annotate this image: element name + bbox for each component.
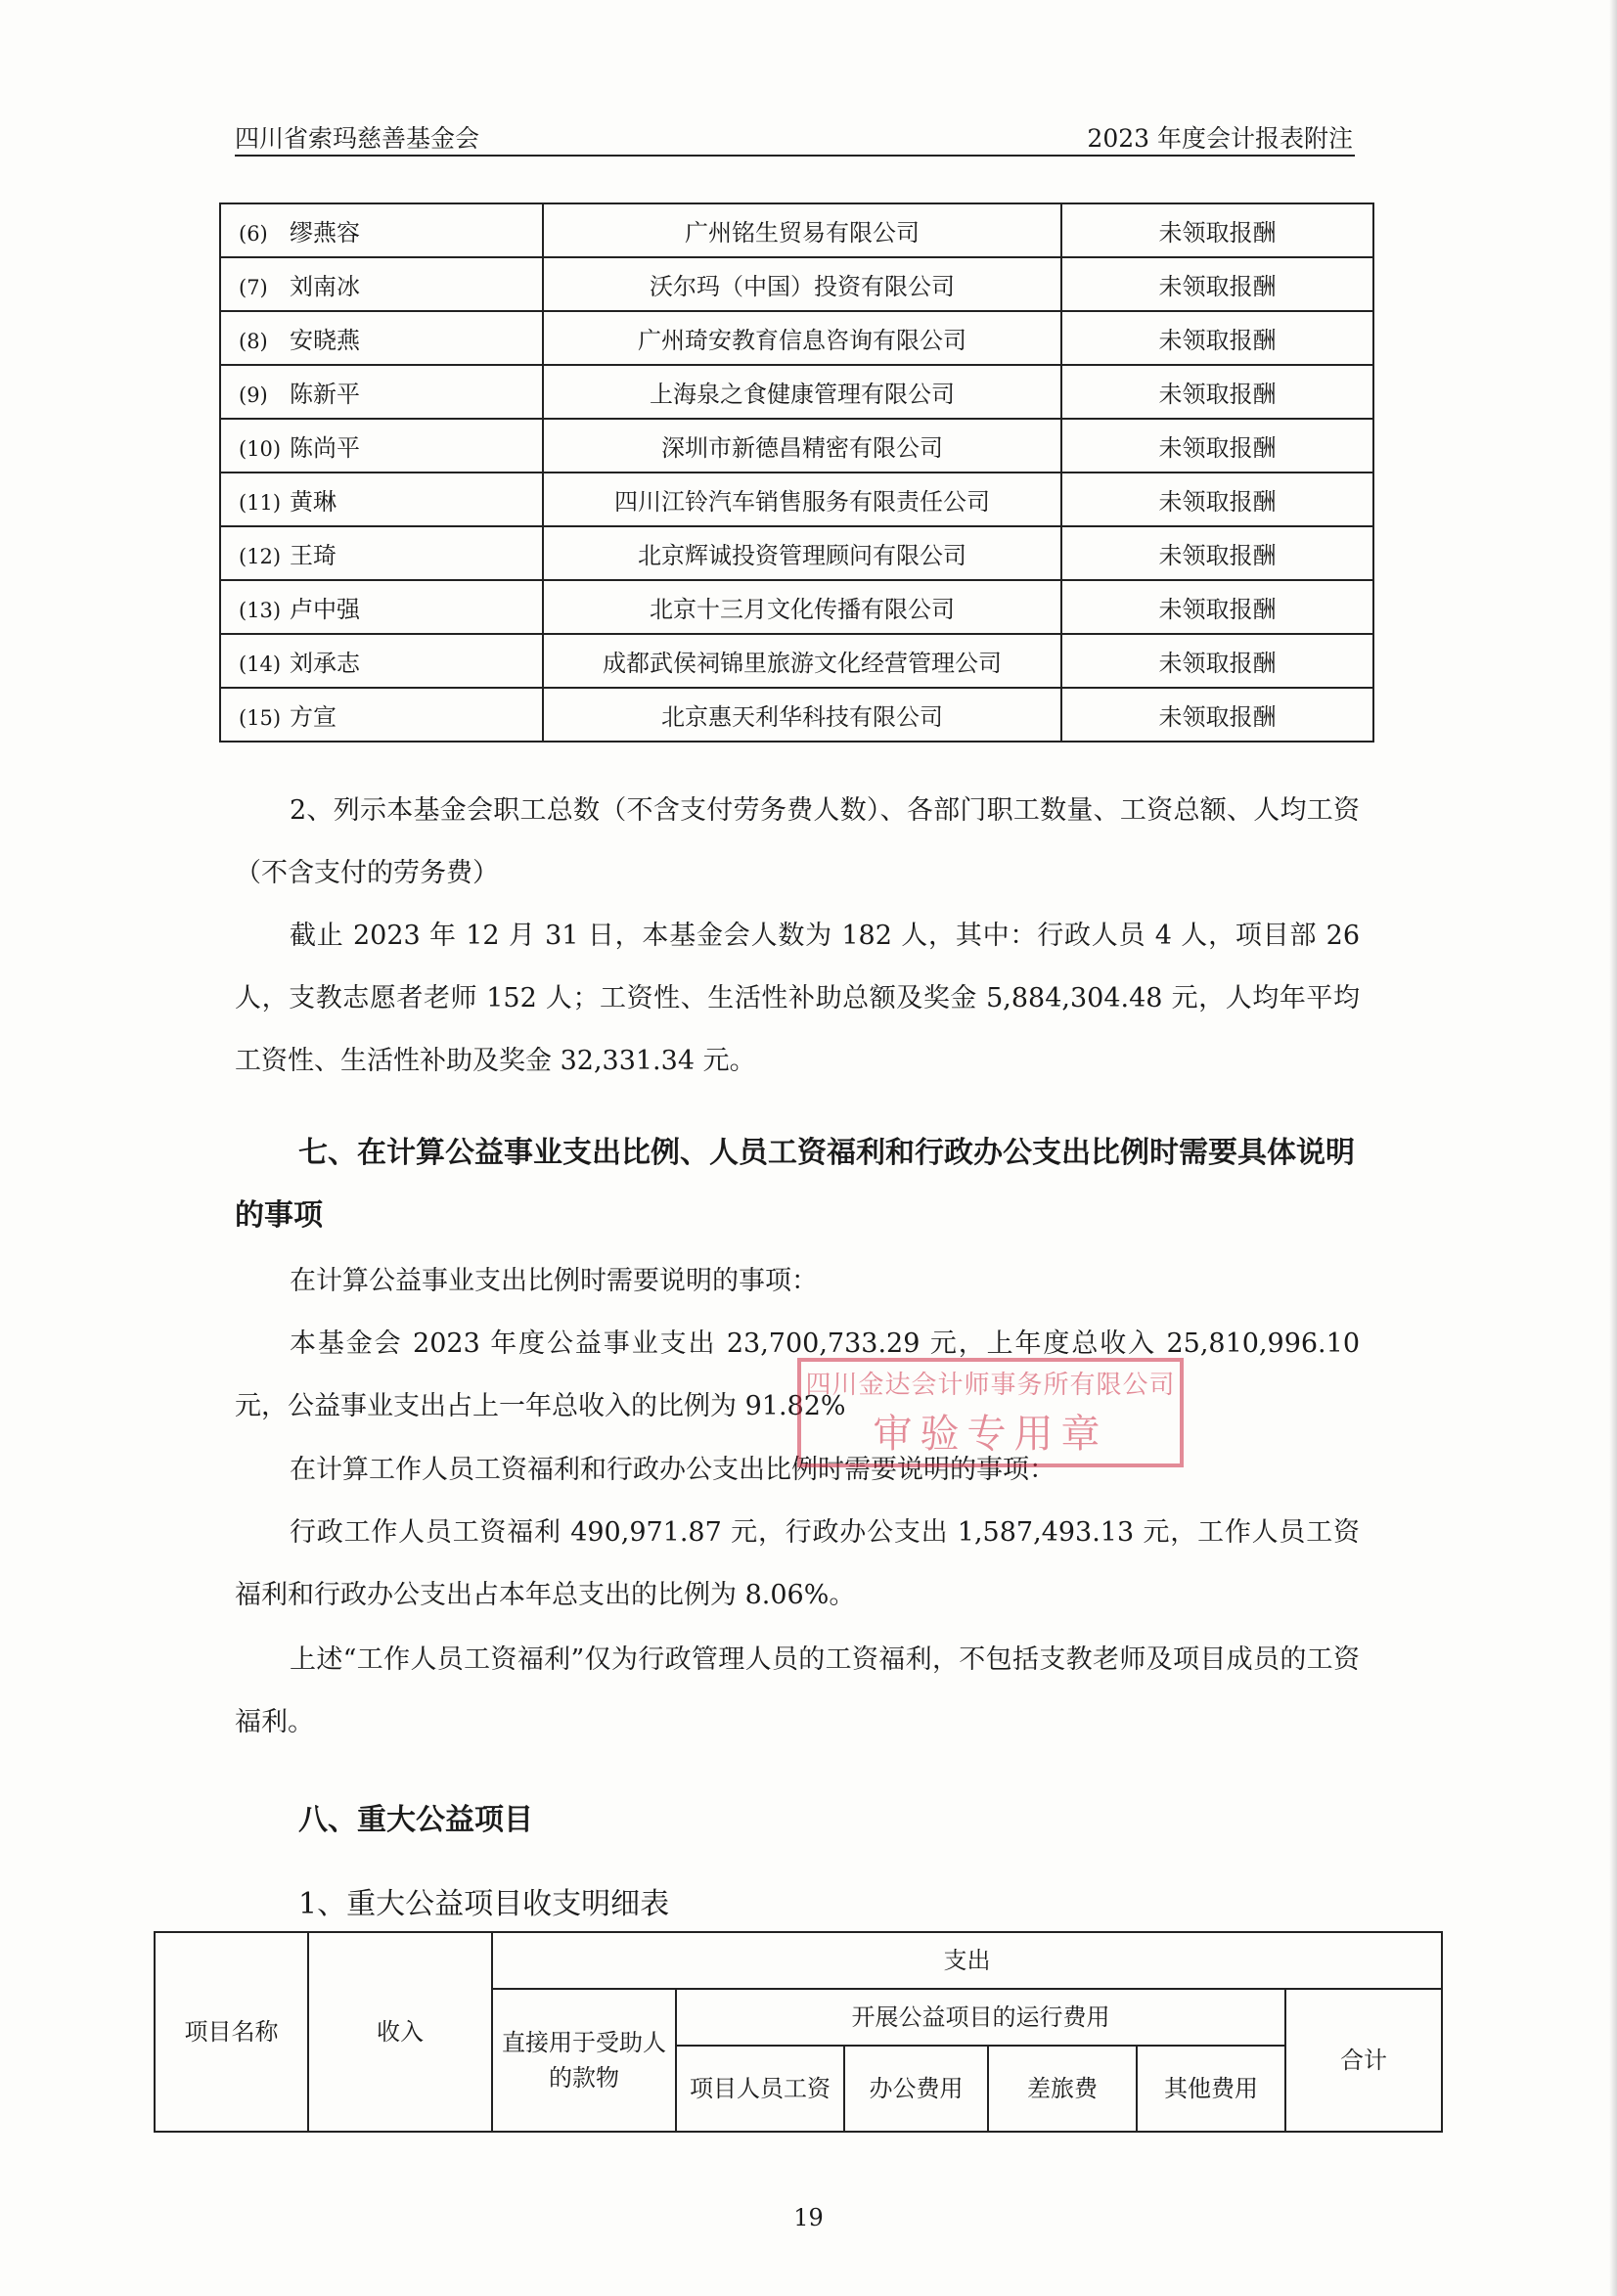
- director-cell: [220, 203, 543, 257]
- table-row: [220, 473, 1373, 526]
- col-expense: 支出: [492, 1932, 1442, 1989]
- col-office: 办公费用: [844, 2046, 988, 2132]
- col-project-name: 项目名称: [155, 1932, 308, 2132]
- section7-p3: 在计算工作人员工资福利和行政办公支出比例时需要说明的事项：: [290, 1455, 1056, 1485]
- remuneration-cell: 未领取报酬: [1061, 419, 1373, 473]
- section8-heading: 八、重大公益项目: [298, 1803, 533, 1837]
- company-cell: 北京十三月文化传播有限公司: [543, 580, 1061, 634]
- director-name: 黄琳: [290, 488, 337, 516]
- directors-table: [219, 203, 1374, 743]
- col-operating: 开展公益项目的运行费用: [676, 1989, 1285, 2046]
- row-index: (11): [239, 491, 282, 515]
- col-total: 合计: [1285, 1989, 1442, 2132]
- director-name: 王琦: [290, 542, 337, 569]
- section8-sub1: 1、重大公益项目收支明细表: [298, 1887, 670, 1921]
- section7-p2: 本基金会 2023 年度公益事业支出 23,700,733.29 元，上年度总收入 25,810,996.10 元，公益事业支出占上一年总收入的比例为 91.82%: [235, 1328, 1360, 1421]
- page-number: 19: [793, 2204, 824, 2231]
- stamp-line2: 审验专用章: [873, 1412, 1108, 1457]
- section7-p4: 行政工作人员工资福利 490,971.87 元，行政办公支出 1,587,493.13 元，工作人员工资福利和行政办公支出占本年总支出的比例为 8.06%。: [235, 1517, 1360, 1610]
- table-row: [220, 580, 1373, 634]
- row-index: (12): [239, 545, 282, 568]
- director-cell: [220, 257, 543, 311]
- section2-title: 2、列示本基金会职工总数（不含支付劳务费人数）、各部门职工数量、工资总额、人均工资（不含支付的劳务费）: [235, 795, 1360, 888]
- director-cell: [220, 473, 543, 526]
- row-index: (15): [239, 706, 282, 730]
- remuneration-cell: 未领取报酬: [1061, 473, 1373, 526]
- director-name: 安晓燕: [290, 327, 360, 354]
- table-row: [220, 419, 1373, 473]
- company-cell: 北京惠天利华科技有限公司: [543, 688, 1061, 742]
- table-row: [220, 203, 1373, 257]
- row-index: (9): [239, 383, 268, 407]
- table-row: [220, 526, 1373, 580]
- director-name: 卢中强: [290, 596, 360, 623]
- remuneration-cell: 未领取报酬: [1061, 526, 1373, 580]
- company-cell: 成都武侯祠锦里旅游文化经营管理公司: [543, 634, 1061, 688]
- director-name: 缪燕容: [290, 219, 360, 247]
- col-direct: 直接用于受助人的款物: [492, 1989, 676, 2132]
- director-cell: [220, 688, 543, 742]
- row-index: (8): [239, 330, 268, 353]
- company-cell: 广州琦安教育信息咨询有限公司: [543, 311, 1061, 365]
- director-cell: [220, 526, 543, 580]
- company-cell: 上海泉之食健康管理有限公司: [543, 365, 1061, 419]
- scan-edge: [1609, 0, 1617, 2296]
- row-index: (10): [239, 437, 282, 461]
- section2-body: 截止 2023 年 12 月 31 日，本基金会人数为 182 人，其中：行政人员 4 人，项目部 26 人，支教志愿者老师 152 人；工资性、生活性补助总额及奖金 5,884,304.48 元，人均年平均工资性、生活性补助及奖金 32,331.34 元。: [235, 921, 1360, 1076]
- row-index: (14): [239, 653, 282, 676]
- audit-stamp: [797, 1358, 1184, 1467]
- table-row: [220, 634, 1373, 688]
- header-rule: [235, 155, 1355, 157]
- section7-p5: 上述“工作人员工资福利”仅为行政管理人员的工资福利，不包括支教老师及项目成员的工资福利。: [235, 1644, 1360, 1737]
- col-other: 其他费用: [1137, 2046, 1285, 2132]
- projects-table: [154, 1931, 1443, 2133]
- header-doc-title: 2023 年度会计报表附注: [1087, 124, 1353, 153]
- director-cell: [220, 580, 543, 634]
- remuneration-cell: 未领取报酬: [1061, 311, 1373, 365]
- row-index: (13): [239, 599, 282, 622]
- col-income: 收入: [308, 1932, 492, 2132]
- table-row: [220, 311, 1373, 365]
- company-cell: 四川江铃汽车销售服务有限责任公司: [543, 473, 1061, 526]
- remuneration-cell: 未领取报酬: [1061, 257, 1373, 311]
- row-index: (7): [239, 276, 268, 299]
- company-cell: 深圳市新德昌精密有限公司: [543, 419, 1061, 473]
- company-cell: 广州铭生贸易有限公司: [543, 203, 1061, 257]
- remuneration-cell: 未领取报酬: [1061, 203, 1373, 257]
- table-row: [220, 365, 1373, 419]
- section7-heading: 七、在计算公益事业支出比例、人员工资福利和行政办公支出比例时需要具体说明的事项: [235, 1136, 1355, 1233]
- header-org: 四川省索玛慈善基金会: [235, 124, 480, 153]
- col-travel: 差旅费: [988, 2046, 1137, 2132]
- table-row: [220, 688, 1373, 742]
- table-row: [220, 257, 1373, 311]
- director-cell: [220, 419, 543, 473]
- remuneration-cell: 未领取报酬: [1061, 580, 1373, 634]
- director-name: 陈新平: [290, 381, 360, 408]
- col-staff-salary: 项目人员工资: [676, 2046, 844, 2132]
- director-name: 刘南冰: [290, 273, 360, 300]
- director-name: 刘承志: [290, 650, 360, 677]
- director-cell: [220, 365, 543, 419]
- company-cell: 沃尔玛（中国）投资有限公司: [543, 257, 1061, 311]
- remuneration-cell: 未领取报酬: [1061, 634, 1373, 688]
- stamp-line1: 四川金达会计师事务所有限公司: [805, 1371, 1176, 1400]
- row-index: (6): [239, 222, 268, 246]
- director-name: 方宣: [290, 703, 337, 731]
- company-cell: 北京辉诚投资管理顾问有限公司: [543, 526, 1061, 580]
- remuneration-cell: 未领取报酬: [1061, 365, 1373, 419]
- remuneration-cell: 未领取报酬: [1061, 688, 1373, 742]
- section7-p1: 在计算公益事业支出比例时需要说明的事项：: [290, 1266, 818, 1296]
- director-name: 陈尚平: [290, 434, 360, 462]
- director-cell: [220, 634, 543, 688]
- director-cell: [220, 311, 543, 365]
